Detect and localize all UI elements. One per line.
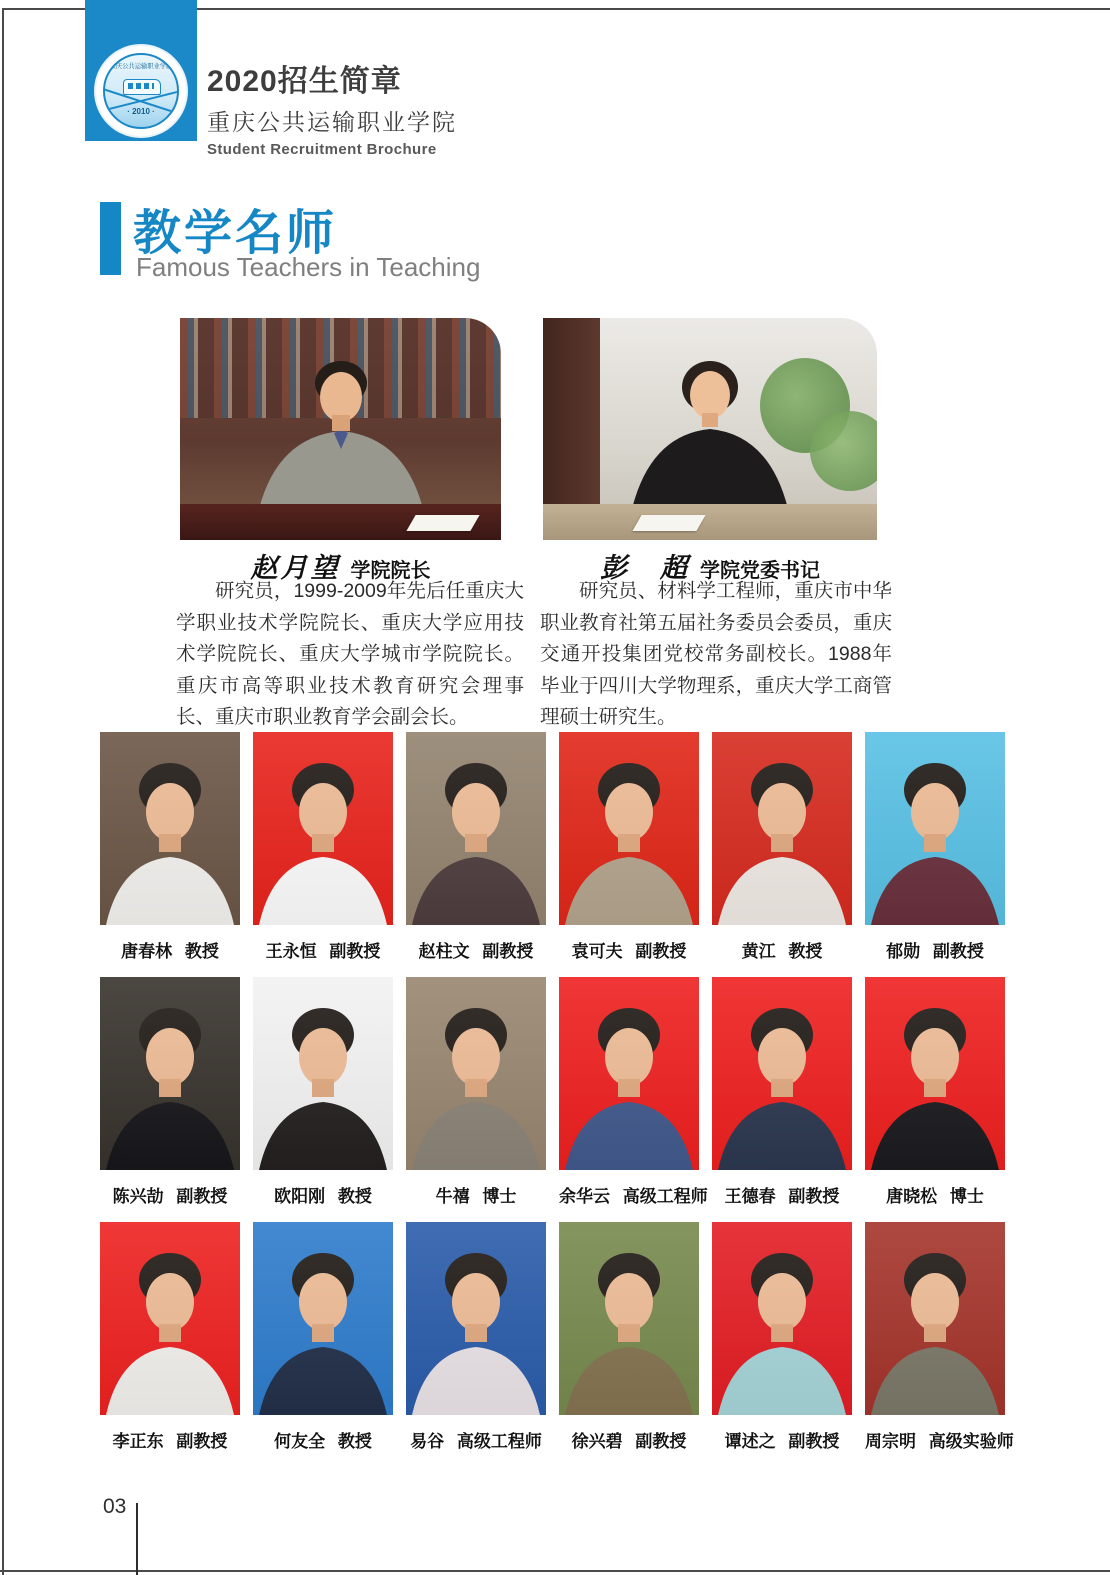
page-number: 03 (103, 1495, 127, 1518)
president-name: 赵月望 (250, 553, 341, 584)
teacher-name: 徐兴碧 (571, 1432, 623, 1451)
teacher-caption (865, 1427, 1014, 1451)
teacher-card (865, 1222, 1014, 1451)
teacher-title: 教授 (337, 1187, 372, 1206)
footer-divider (136, 1503, 138, 1575)
teacher-photo (712, 732, 852, 925)
teacher-title: 副教授 (635, 1432, 687, 1451)
teacher-portrait-figure (406, 1222, 546, 1415)
party-secretary-caption (543, 546, 877, 584)
teacher-caption (559, 1427, 699, 1449)
teacher-caption (712, 937, 852, 959)
teacher-title: 副教授 (788, 1432, 840, 1451)
teacher-card (406, 977, 546, 1204)
section-subtitle: Famous Teachers in Teaching (136, 252, 481, 282)
teacher-name: 谭述之 (724, 1432, 776, 1451)
header-text-block (207, 56, 457, 158)
teacher-name: 余华云 (559, 1187, 610, 1206)
teacher-portrait-figure (865, 732, 1005, 925)
teacher-name: 唐晓松 (886, 1187, 938, 1206)
college-emblem-icon (96, 46, 186, 136)
teacher-photo (406, 977, 546, 1170)
teacher-name: 唐春林 (121, 942, 173, 961)
teacher-portrait-figure (712, 732, 852, 925)
teacher-card (865, 732, 1005, 959)
teacher-caption (406, 1427, 546, 1449)
section-accent-bar (100, 202, 121, 275)
party-secretary-bio: 研究员、材料学工程师，重庆市中华职业教育社第五届社务委员会委员，重庆交通开投集团党校常务副校长。1988年毕业于四川大学物理系，重庆大学工商管理硕士研究生。 (540, 580, 892, 728)
teacher-portrait-figure (253, 1222, 393, 1415)
teacher-card (253, 732, 393, 959)
section-title: 教学名师 (133, 207, 338, 260)
teacher-title: 副教授 (329, 942, 381, 961)
teacher-title: 副教授 (635, 942, 687, 961)
teacher-caption (253, 1427, 393, 1449)
teacher-title: 教授 (184, 942, 219, 961)
teacher-caption (712, 1427, 852, 1449)
teacher-name: 易谷 (410, 1432, 445, 1451)
teacher-name: 李正东 (112, 1432, 164, 1451)
teacher-title: 副教授 (482, 942, 534, 961)
teacher-photo (865, 977, 1005, 1170)
teacher-portrait-figure (406, 732, 546, 925)
president-bio: 研究员，1999-2009年先后任重庆大学职业技术学院院长、重庆大学应用技术学院院长、重庆大学城市学院院长。重庆市高等职业技术教育研究会理事长、重庆市职业教育学会副会长。 (176, 580, 524, 728)
teacher-caption (100, 1427, 240, 1449)
emblem-arc-text: 重庆公共运输职业学院 (109, 63, 173, 70)
teacher-photo (253, 732, 393, 925)
teacher-portrait-figure (100, 1222, 240, 1415)
teacher-portrait-figure (100, 732, 240, 925)
teacher-caption (100, 937, 240, 959)
page-border-left (2, 8, 4, 1575)
teacher-card (253, 977, 393, 1204)
president-caption (180, 546, 501, 584)
teacher-photo (406, 1222, 546, 1415)
teacher-title: 教授 (788, 942, 823, 961)
teacher-card (100, 1222, 240, 1449)
teacher-portrait-figure (865, 977, 1005, 1170)
teachers-grid (100, 732, 1014, 1451)
teacher-card (712, 977, 852, 1204)
college-name: 重庆公共运输职业学院 (207, 109, 457, 135)
emblem-ring (103, 53, 179, 129)
teacher-photo (253, 977, 393, 1170)
teacher-portrait-figure (712, 1222, 852, 1415)
teacher-title: 博士 (482, 1187, 517, 1206)
teacher-title: 副教授 (932, 942, 984, 961)
party-secretary-title: 学院党委书记 (700, 560, 820, 582)
teacher-name: 黄江 (741, 942, 776, 961)
teacher-photo (712, 1222, 852, 1415)
teacher-name: 何友全 (274, 1432, 326, 1451)
teacher-portrait-figure (406, 977, 546, 1170)
teacher-portrait-figure (712, 977, 852, 1170)
teacher-card (253, 1222, 393, 1449)
teacher-portrait-figure (100, 977, 240, 1170)
teacher-title: 高级工程师 (456, 1432, 542, 1451)
teacher-title: 教授 (337, 1432, 372, 1451)
train-icon (123, 79, 161, 95)
brochure-subtitle: Student Recruitment Brochure (207, 141, 437, 158)
teacher-photo (406, 732, 546, 925)
party-secretary-photo (543, 318, 877, 540)
teacher-title: 副教授 (176, 1432, 228, 1451)
college-logo (85, 0, 197, 141)
emblem-year: · 2010 · (127, 107, 155, 116)
president-photo (180, 318, 501, 540)
teacher-name: 周宗明 (865, 1432, 916, 1451)
teacher-photo (559, 732, 699, 925)
page-border-bottom (0, 1570, 1110, 1572)
teacher-photo (712, 977, 852, 1170)
teacher-title: 副教授 (176, 1187, 228, 1206)
teacher-name: 赵柱文 (418, 942, 470, 961)
teacher-caption (253, 937, 393, 959)
teacher-card (865, 977, 1005, 1204)
teacher-caption (406, 1182, 546, 1204)
teacher-title: 高级实验师 (928, 1432, 1014, 1451)
teacher-caption (865, 1182, 1005, 1204)
teacher-portrait-figure (559, 732, 699, 925)
teacher-name: 郁勋 (886, 942, 921, 961)
teacher-title: 博士 (949, 1187, 984, 1206)
teacher-card (100, 977, 240, 1204)
teacher-name: 王德春 (724, 1187, 776, 1206)
teacher-card (559, 1222, 699, 1449)
teacher-portrait-figure (253, 977, 393, 1170)
teacher-caption (559, 1182, 708, 1206)
brochure-title: 2020招生简章 (207, 65, 402, 98)
teacher-caption (559, 937, 699, 959)
teacher-caption (406, 937, 546, 959)
teacher-photo (100, 977, 240, 1170)
teacher-caption (865, 937, 1005, 959)
papers (407, 515, 480, 531)
teacher-card (559, 977, 708, 1206)
teacher-name: 陈兴劼 (112, 1187, 164, 1206)
teacher-portrait-figure (865, 1222, 1005, 1415)
teacher-photo (865, 1222, 1005, 1415)
teacher-photo (865, 732, 1005, 925)
teacher-portrait-figure (253, 732, 393, 925)
teacher-card (100, 732, 240, 959)
party-secretary-name: 彭 超 (600, 553, 690, 584)
teacher-card (559, 732, 699, 959)
teacher-card (406, 732, 546, 959)
teacher-card (712, 1222, 852, 1449)
teacher-caption (100, 1182, 240, 1204)
teacher-name: 欧阳刚 (274, 1187, 326, 1206)
teacher-name: 袁可夫 (571, 942, 623, 961)
teacher-portrait-figure (559, 1222, 699, 1415)
teacher-photo (559, 1222, 699, 1415)
president-title: 学院院长 (350, 560, 431, 582)
teacher-card (712, 732, 852, 959)
teacher-photo (253, 1222, 393, 1415)
teacher-card (406, 1222, 546, 1449)
teacher-photo (559, 977, 699, 1170)
teacher-photo (100, 1222, 240, 1415)
desk (543, 504, 877, 540)
teacher-caption (712, 1182, 852, 1204)
president-portrait-figure (246, 353, 436, 513)
teacher-caption (253, 1182, 393, 1204)
teacher-name: 牛禧 (435, 1187, 470, 1206)
teacher-title: 高级工程师 (622, 1187, 708, 1206)
teacher-title: 副教授 (788, 1187, 840, 1206)
teacher-name: 王永恒 (265, 942, 317, 961)
teacher-photo (100, 732, 240, 925)
teacher-portrait-figure (559, 977, 699, 1170)
papers (632, 515, 705, 531)
party-secretary-portrait-figure (615, 353, 805, 513)
